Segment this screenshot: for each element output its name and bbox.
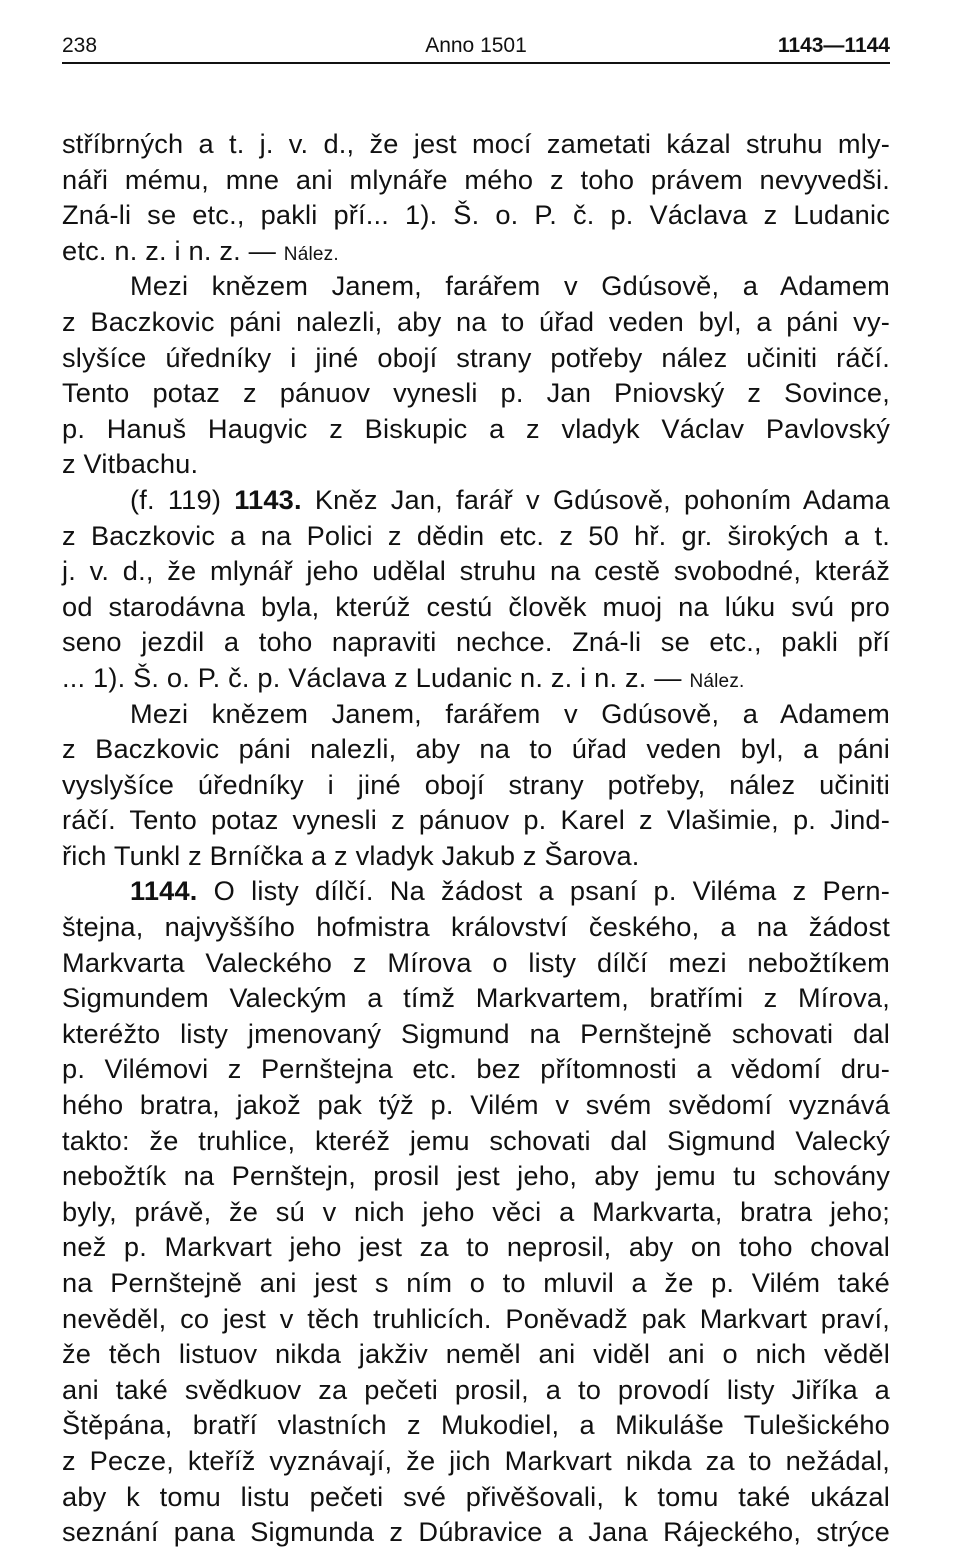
line-text: nevěděl, co jest v těch truhlicích. Poněvadž pak Markvart praví, [62, 1302, 890, 1334]
line-text: z Vitbachu. [62, 448, 199, 480]
body-text [62, 126, 890, 1550]
line-text: aby k tomu listu pečeti své přivěšovali, k tomu také ukázal [62, 1480, 890, 1512]
text-line [62, 553, 890, 589]
line-text: byly, právě, že sú v nich jeho věci a Markvarta, bratra jeho; [62, 1195, 890, 1227]
text-line [62, 802, 890, 838]
text-line [62, 1407, 890, 1443]
line-text: kteréžto listy jmenovaný Sigmund na Pernštejně schovati dal [62, 1017, 890, 1049]
line-text: vyslyšíce úředníky i jiné obojí strany potřeby, nález učiniti [62, 768, 890, 800]
text-line [62, 909, 890, 945]
text-line [62, 1123, 890, 1159]
text-line [62, 233, 890, 269]
line-text: (f. 119) [130, 483, 235, 515]
text-line [62, 1372, 890, 1408]
line-text: Sigmundem Valeckým a tímž Markvartem, bratřími z Mírova, [62, 982, 890, 1014]
entry-number: 1144. [130, 875, 198, 907]
nalez-label: Nález. [283, 243, 339, 265]
line-text: seznání pana Sigmunda z Dúbravice a Jana Rájeckého, strýce [62, 1516, 890, 1548]
line-text: řich Tunkl z Brníčka a z vladyk Jakub z Šarova. [62, 839, 640, 871]
line-text: stříbrných a t. j. v. d., že jest mocí zametati kázal struhu mly- [62, 128, 890, 159]
text-line [62, 518, 890, 554]
text-line [62, 767, 890, 803]
text-line [62, 1265, 890, 1301]
nalez-label: Nález. [689, 670, 745, 692]
line-text: Mezi knězem Janem, farářem v Gdúsově, a Adamem [130, 270, 890, 302]
text-line [62, 268, 890, 304]
text-line [62, 873, 890, 909]
text-line [62, 1087, 890, 1123]
line-text: Zná-li se etc., pakli pří... 1). Š. o. P. č. p. Václava z Ludanic [62, 199, 890, 231]
line-text: na Pernštejně ani jest s ním o to mluvil a že p. Vilém také [62, 1267, 890, 1298]
text-line [62, 696, 890, 732]
line-text: ... 1). Š. o. P. č. p. Václava z Ludanic n. z. i n. z. — [62, 661, 690, 693]
text-line [62, 731, 890, 767]
text-line [62, 411, 890, 447]
text-line [62, 1229, 890, 1265]
line-text: etc. n. z. i n. z. — [62, 234, 284, 266]
line-text: že těch listuov nikda jakživ neměl ani viděl ani o nich věděl [62, 1338, 890, 1370]
text-line [62, 1443, 890, 1479]
line-text: nebožtík na Pernštejn, prosil jest jeho, aby jemu tu schovány [62, 1160, 890, 1192]
text-line [62, 482, 890, 518]
text-line [62, 1514, 890, 1550]
text-line [62, 945, 890, 981]
line-text: než p. Markvart jeho jest za to neprosil, aby on toho choval [62, 1231, 890, 1263]
line-text: z Baczkovic páni nalezli, aby na to úřad veden byl, a páni [62, 733, 890, 765]
line-text: z Baczkovic páni nalezli, aby na to úřad veden byl, a páni vy- [62, 305, 890, 337]
line-text: j. v. d., že mlynář jeho udělal struhu na cestě svobodné, kteráž [62, 555, 890, 587]
text-line [62, 980, 890, 1016]
line-text: seno jezdil a toho napraviti nechce. Zná-li se etc., pakli pří [62, 626, 890, 658]
line-text: Kněz Jan, farář v Gdúsově, pohoním Adama [301, 483, 890, 515]
entry-number: 1143. [234, 483, 302, 515]
line-text: Markvarta Valeckého z Mírova o listy dílčí mezi nebožtíkem [62, 946, 890, 978]
text-line [62, 624, 890, 660]
text-line [62, 1016, 890, 1052]
line-text: p. Vilémovi z Pernštejna etc. bez přítomnosti a vědomí dru- [62, 1053, 890, 1085]
running-header [62, 28, 890, 64]
text-line [62, 1479, 890, 1515]
line-text: z Pecze, kteříž vyznávají, že jich Markvart nikda za to nežádal, [62, 1444, 890, 1476]
text-line [62, 446, 890, 482]
line-text: náři mému, mne ani mlynáře mého z toho právem nevyvedši. [62, 163, 890, 195]
text-line [62, 1051, 890, 1087]
text-line [62, 197, 890, 233]
line-text: ráčí. Tento potaz vynesli z pánuov p. Karel z Vlašimie, p. Jind- [62, 804, 890, 836]
text-line [62, 1158, 890, 1194]
running-title: Anno 1501 [425, 34, 527, 57]
text-line [62, 162, 890, 198]
entry-range: 1143—1144 [777, 34, 890, 57]
text-line [62, 660, 890, 696]
line-text: O listy dílčí. Na žádost a psaní p. Viléma z Pern- [197, 875, 890, 907]
text-line [62, 1301, 890, 1337]
book-page [62, 28, 890, 1550]
text-line [62, 304, 890, 340]
text-line [62, 838, 890, 874]
page-number: 238 [62, 34, 98, 57]
text-line [62, 1194, 890, 1230]
line-text: Tento potaz z pánuov vynesli p. Jan Pniovský z Sovince, [62, 377, 890, 409]
text-line [62, 375, 890, 411]
text-line [62, 126, 890, 162]
line-text: hého bratra, jakož pak týž p. Vilém v svém svědomí vyznává [62, 1089, 890, 1121]
line-text: slyšíce úředníky i jiné obojí strany potřeby nález učiniti ráčí. [62, 341, 890, 373]
line-text: ani také svědkuov za pečeti prosil, a to provodí listy Jiříka a [62, 1373, 890, 1405]
line-text: takto: že truhlice, kteréž jemu schovati dal Sigmund Valecký [62, 1124, 890, 1156]
line-text: Štěpána, bratří vlastních z Mukodiel, a Mikuláše Tulešického [62, 1409, 890, 1441]
line-text: štejna, najvyššího hofmistra království českého, a na žádost [62, 911, 890, 943]
line-text: z Baczkovic a na Polici z dědin etc. z 50 hř. gr. širokých a t. [62, 519, 890, 551]
line-text: p. Hanuš Haugvic z Biskupic a z vladyk Václav Pavlovský [62, 412, 890, 444]
line-text: od starodávna byla, kterúž cestú člověk muoj na lúku svú pro [62, 590, 890, 622]
text-line [62, 589, 890, 625]
text-line [62, 340, 890, 376]
line-text: Mezi knězem Janem, farářem v Gdúsově, a Adamem [130, 697, 890, 729]
text-line [62, 1336, 890, 1372]
